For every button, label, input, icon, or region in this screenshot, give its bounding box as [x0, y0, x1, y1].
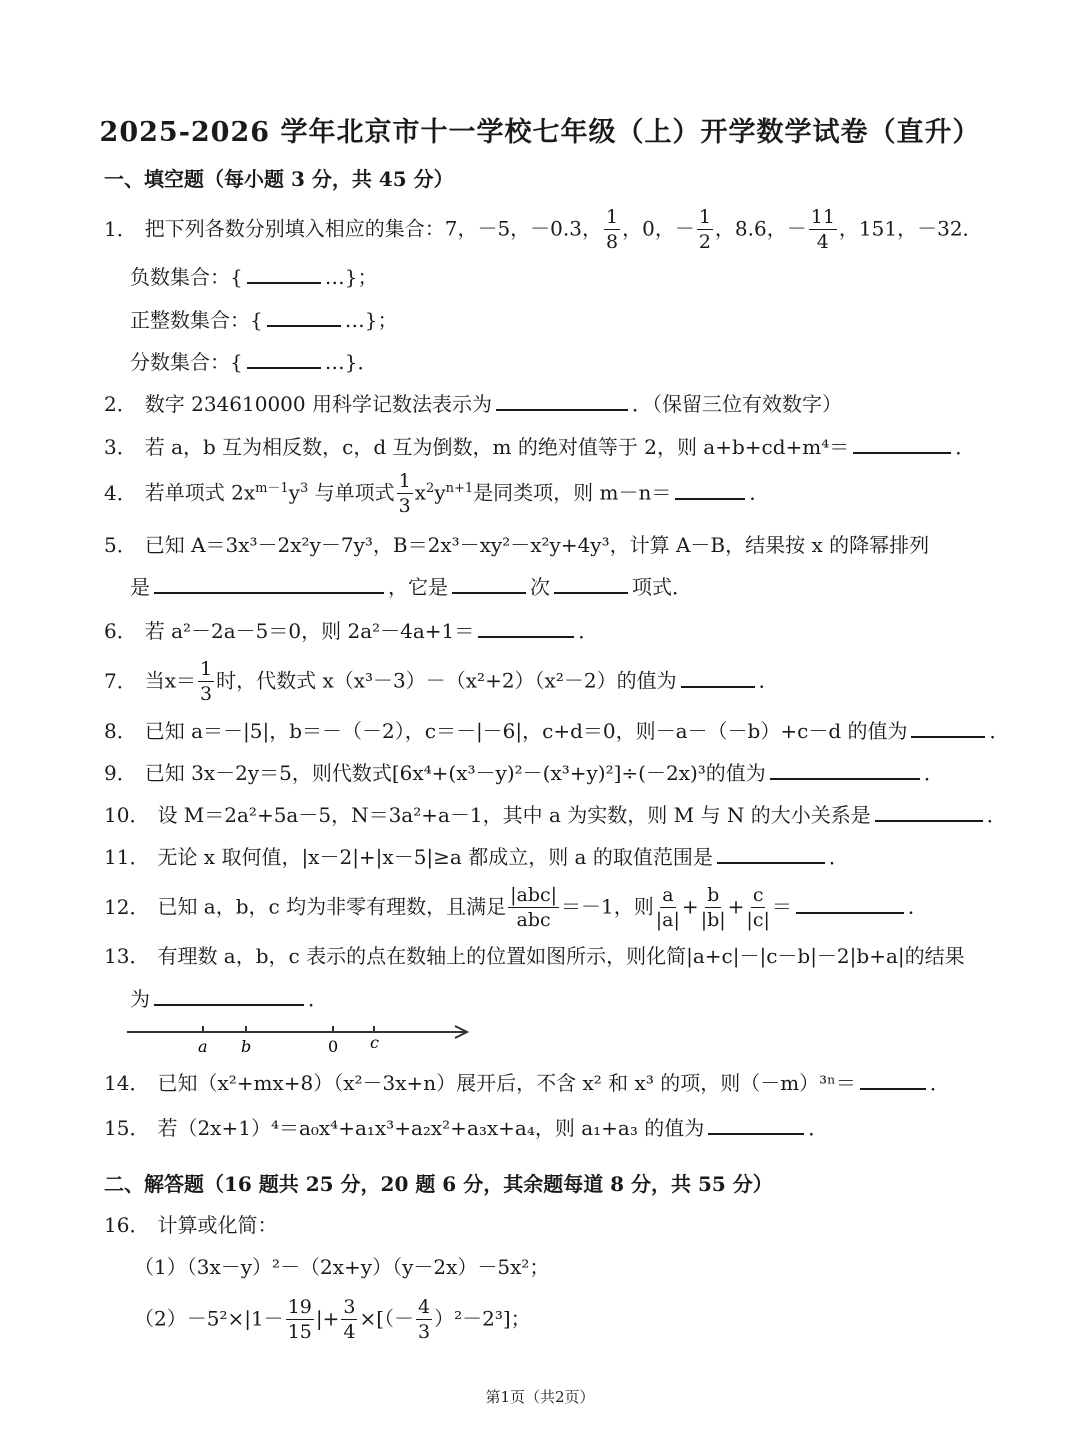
answer-blank[interactable] — [496, 389, 628, 411]
answer-blank[interactable] — [154, 572, 384, 594]
question-16: 16． 计算或化简： — [104, 1213, 278, 1237]
fraction: $\frac{1}{3}$ — [200, 658, 213, 705]
question-5-line-2: 是 ，它是 次 项式． — [130, 572, 692, 602]
fraction: $\frac{b}{|b|}$ — [700, 884, 726, 931]
question-13: 13． 有理数 a，b，c 表示的点在数轴上的位置如图所示，则化简|a+c|－|c－b|－2|b+a|的结果 — [104, 944, 965, 968]
answer-blank[interactable] — [911, 716, 985, 738]
answer-blank[interactable] — [875, 800, 983, 822]
answer-blank[interactable] — [681, 666, 755, 688]
fraction: $\frac{1}{8}$ — [606, 206, 619, 253]
section-heading-fill-in: 一、填空题（每小题 3 分，共 45 分） — [104, 167, 454, 191]
fraction: $\frac{19}{15}$ — [287, 1296, 312, 1343]
question-14: 14． 已知（x²+mx+8）（x²－3x+n）展开后，不含 x² 和 x³ 的项，则（－m）³ⁿ＝ ． — [104, 1068, 950, 1098]
label-a: a — [198, 1037, 208, 1056]
fraction-set-line: 分数集合：{ …}． — [130, 347, 377, 377]
fraction: $\frac{1}{2}$ — [698, 206, 711, 253]
label-c: c — [370, 1033, 379, 1052]
label-b: b — [241, 1037, 252, 1056]
question-6: 6． 若 a²－2a－5＝0，则 2a²－4a+1＝ ． — [104, 616, 598, 646]
question-10: 10． 设 M＝2a²+5a－5，N＝3a²+a－1，其中 a 为实数，则 M 与 N 的大小关系是 ． — [104, 800, 1007, 830]
question-4: 4． 若单项式 $2x^{m-1}y^3$ 与单项式 $\frac{1}{3}$ $x^2y^{n+1}$是同类项，则 m－n＝ ． — [104, 470, 770, 517]
section-heading-solve: 二、解答题（16 题共 25 分，20 题 6 分，其余题每道 8 分，共 55 分） — [104, 1172, 773, 1196]
label-zero: 0 — [328, 1037, 339, 1056]
question-2: 2． 数字 234610000 用科学记数法表示为 ．（保留三位有效数字） — [104, 389, 842, 419]
page-footer: 第1页（共2页） — [485, 1388, 595, 1406]
fraction: $\frac{\text{|abc|}}{\text{abc}}$ — [510, 884, 558, 931]
question-16-part-2: （2）－5²×|1－ $\frac{19}{15}$ |+ $\frac{3}{4}$ ×[（－ $\frac{4}{3}$ ）²－2³]； — [134, 1296, 531, 1343]
question-7: 7． 当x＝ $\frac{1}{3}$ 时，代数式 x（x³－3）－（x²+2）（x²－2）的值为 ． — [104, 658, 779, 705]
answer-blank[interactable] — [452, 572, 526, 594]
answer-blank[interactable] — [708, 1113, 804, 1135]
fraction: $\frac{4}{3}$ — [418, 1296, 431, 1343]
negative-set-line: 负数集合：{ …}； — [130, 262, 377, 292]
answer-blank[interactable] — [853, 432, 951, 454]
question-12: 12． 已知 a，b，c 均为非零有理数，且满足 $\frac{\text{|abc|}}{\text{abc}}$ ＝－1，则 $\frac{a}{|a|}$ + $\frac{b}{|b|}$ + $\frac{c}{|c|}$ ＝ ． — [104, 884, 928, 931]
answer-blank[interactable] — [796, 892, 904, 914]
fraction: $\frac{1}{3}$ — [398, 470, 411, 517]
answer-blank[interactable] — [247, 347, 321, 369]
answer-blank[interactable] — [154, 984, 304, 1006]
fraction: $\frac{11}{4}$ — [810, 206, 835, 253]
answer-blank[interactable] — [478, 616, 574, 638]
answer-blank[interactable] — [860, 1068, 926, 1090]
fraction: $\frac{c}{|c|}$ — [746, 884, 770, 931]
positive-integer-set-line: 正整数集合：{ …}； — [130, 305, 397, 335]
number-line-diagram — [125, 1016, 475, 1058]
question-9: 9． 已知 3x－2y＝5，则代数式[6x⁴+(x³－y)²－(x³+y)²]÷(－2x)³的值为 ． — [104, 758, 944, 788]
question-8: 8． 已知 a＝－|5|，b＝－（－2），c＝－|－6|，c+d＝0，则－a－（－b）+c－d 的值为 ． — [104, 716, 1009, 746]
question-5: 5． 已知 A＝3x³－2x²y－7y³，B＝2x³－xy²－x²y+4y³，计算 A－B，结果按 x 的降幂排列 — [104, 533, 930, 557]
question-16-part-1: （1）（3x－y）²－（2x+y）（y－2x）－5x²； — [134, 1255, 550, 1279]
question-3: 3． 若 a，b 互为相反数，c，d 互为倒数，m 的绝对值等于 2，则 a+b+cd+m⁴＝ ． — [104, 432, 975, 462]
question-1: 1． 把下列各数分别填入相应的集合：7，－5，－0.3， $\frac{1}{8}$ ，0，－ $\frac{1}{2}$ ，8.6，－ $\frac{11}{4}$ ，151，－32． — [104, 206, 983, 253]
answer-blank[interactable] — [554, 572, 628, 594]
answer-blank[interactable] — [675, 478, 745, 500]
answer-blank[interactable] — [770, 758, 920, 780]
page-title: 2025-2026 学年北京市十一学校七年级（上）开学数学试卷（直升） — [99, 117, 981, 148]
question-15: 15． 若（2x+1）⁴＝a₀x⁴+a₁x³+a₂x²+a₃x+a₄，则 a₁+a₃ 的值为 ． — [104, 1113, 828, 1143]
answer-blank[interactable] — [717, 842, 825, 864]
question-13-line-2: 为 ． — [130, 984, 328, 1014]
fraction: $\frac{a}{|a|}$ — [655, 884, 680, 931]
question-11: 11． 无论 x 取何值，|x－2|+|x－5|≥a 都成立，则 a 的取值范围是 ． — [104, 842, 849, 872]
answer-blank[interactable] — [247, 262, 321, 284]
fraction: $\frac{3}{4}$ — [343, 1296, 356, 1343]
answer-blank[interactable] — [267, 305, 341, 327]
